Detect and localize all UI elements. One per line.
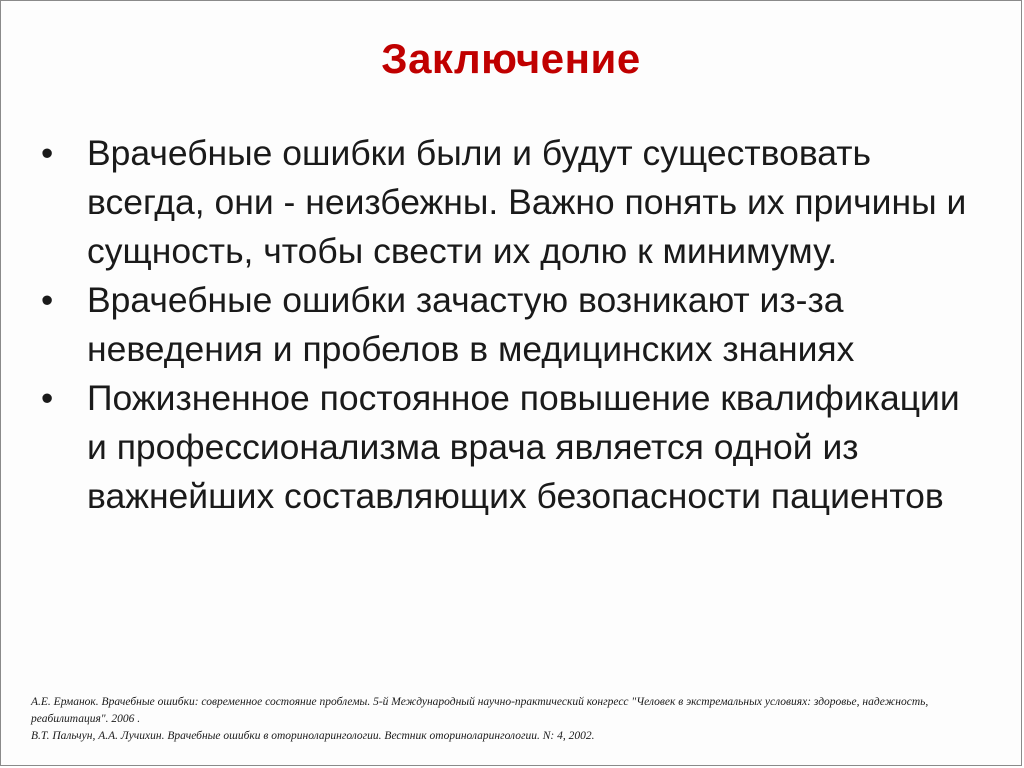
bullet-item (41, 129, 981, 276)
reference-item: В.Т. Пальчун, А.А. Лучихин. Врачебные ошибки в оториноларингологии. Вестник оториноларингологии. N: 4, 2002. (31, 730, 595, 742)
bullet-dot-icon: • (41, 281, 54, 320)
bullet-item (41, 374, 981, 521)
slide-title: Заключение (381, 35, 641, 82)
reference-item: А.Е. Ерманок. Врачебные ошибки: современное состояние проблемы. 5-й Международный научно-практический конгресс "Человек в экстремальных условиях: здоровье, надежность, реабилитация". 2006 . (31, 696, 929, 725)
bullet-text: Врачебные ошибки зачастую возникают из-за неведения и пробелов в медицинских знаниях (87, 280, 855, 369)
references (31, 694, 971, 745)
bullet-text: Пожизненное постоянное повышение квалификации и профессионализма врача является одной из важнейших составляющих безопасности пациентов (87, 378, 960, 516)
bullet-text: Врачебные ошибки были и будут существовать всегда, они - неизбежны. Важно понять их причины и сущность, чтобы свести их долю к минимуму. (87, 133, 967, 271)
bullet-item (41, 276, 981, 374)
bullet-dot-icon: • (41, 134, 54, 173)
bullet-list (41, 129, 981, 521)
bullet-dot-icon: • (41, 379, 54, 418)
